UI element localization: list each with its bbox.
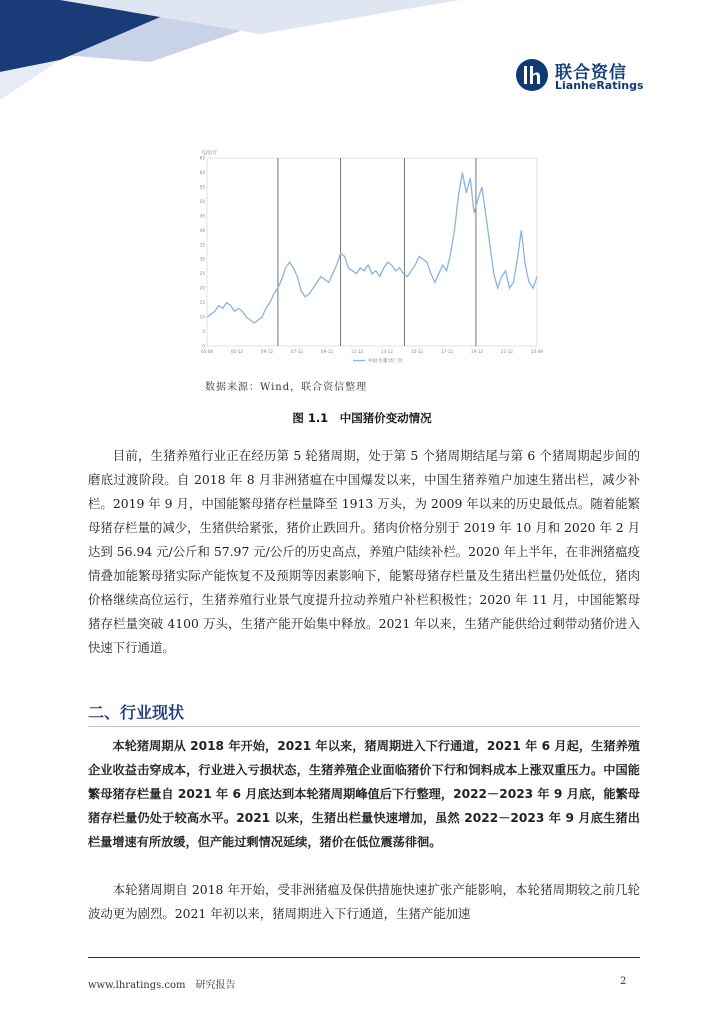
section-underline — [88, 726, 640, 727]
logo-chinese-text: 联合资信 — [555, 63, 627, 83]
footer-site: www.lhratings.com 研究报告 — [88, 980, 236, 991]
y-tick-label: 45 — [199, 213, 205, 219]
x-tick-label: 09-12 — [260, 349, 274, 354]
y-tick-label: 30 — [199, 256, 205, 262]
x-tick-label: 17-12 — [440, 349, 454, 354]
figure-caption: 图 1.1 中国猪价变动情况 — [292, 411, 432, 425]
y-tick-label: 25 — [199, 271, 205, 277]
y-tick-label: 5 — [202, 329, 205, 335]
logo-english-text: LianheRatings — [555, 79, 644, 92]
x-tick-label: 05-08 — [200, 349, 214, 354]
body-paragraph-summary: 本轮猪周期从 2018 年开始，2021 年以来，猪周期进入下行通道，2021 年 6 月起，生猪养殖企业收益击穿成本，行业进入亏损状态，生猪养殖企业面临猪价下行和饲料成本上涨双重压力。中国能繁母猪存栏量自 2021 年 6 月底达到本轮猪周期峰值后下行整理，2022－2023 年 9 月底，能繁母猪存栏量仍处于较高水平。2021 以来，生猪出栏量快速增加，虽然 2022－2023 年 9 月底生猪出栏量增速有所放缓，但产能过剩情况延续，猪价在低位震荡徘徊。 — [88, 739, 640, 849]
x-tick-label: 23-09 — [530, 349, 544, 354]
x-tick-label: 07-12 — [290, 349, 304, 354]
page-number: 2 — [620, 976, 627, 987]
y-tick-label: 10 — [199, 314, 205, 320]
y-tick-label: 65 — [199, 155, 205, 161]
y-tick-label: 35 — [199, 242, 205, 248]
plot-frame — [207, 158, 537, 346]
y-tick-label: 15 — [199, 300, 205, 306]
y-tick-label: 0 — [202, 343, 205, 349]
body-paragraph-1: 目前，生猪养殖行业正在经历第 5 轮猪周期，处于第 5 个猪周期结尾与第 6 个猪周期起步间的磨底过渡阶段。自 2018 年 8 月非洲猪瘟在中国爆发以来，中国生猪养殖户加速生猪出栏，减少补栏。2019 年 9 月，中国能繁母猪存栏量降至 1913 万头，为 2009 年以来的历史最低点。随着能繁母猪存栏量的减少，生猪供给紧张，猪价止跌回升。猪肉价格分别于 2019 年 10 月和 2020 年 2 月达到 56.94 元/公斤和 57.97 元/公斤的历史高点，养殖户陆续补栏。2020 年上半年，在非洲猪瘟疫情叠加能繁母猪实际产能恢复不及预期等因素影响下，能繁母猪存栏量及生猪出栏量仍处低位，猪肉价格继续高位运行，生猪养殖行业景气度提升拉动养殖户补栏积极性；2020 年 11 月，中国能繁母猪存栏量突破 4100 万头，生猪产能开始集中释放。2021 年以来，生猪产能供给过剩带动猪价进入快速下行通道。 — [88, 448, 640, 655]
y-tick-label: 40 — [199, 227, 205, 233]
logo-mark-icon — [515, 58, 549, 92]
y-tick-label: 55 — [199, 184, 205, 190]
legend-label: 中国:生猪:出厂价 — [368, 359, 403, 364]
x-tick-label: 11-12 — [350, 349, 364, 354]
footer-rule — [88, 957, 640, 958]
x-tick-label: 09-12 — [320, 349, 334, 354]
price-series-line — [207, 172, 537, 322]
y-axis-label: 元/公斤 — [201, 150, 218, 156]
x-tick-label: 21-12 — [500, 349, 514, 354]
section-heading: 二、行业现状 — [88, 703, 185, 722]
brand-logo — [515, 58, 665, 98]
body-paragraph-3: 本轮猪周期自 2018 年开始，受非洲猪瘟及保供措施快速扩张产能影响，本轮猪周期较之前几轮波动更为剧烈。2021 年初以来，猪周期进入下行通道，生猪产能加速 — [88, 882, 640, 921]
data-source-note: 数据来源：Wind，联合资信整理 — [205, 382, 368, 393]
x-tick-label: 15-12 — [410, 349, 424, 354]
y-tick-label: 60 — [199, 169, 205, 175]
x-tick-label: 05-12 — [230, 349, 244, 354]
pig-price-line-chart — [195, 148, 545, 370]
x-tick-label: 19-12 — [470, 349, 484, 354]
y-tick-label: 50 — [199, 198, 205, 204]
x-tick-label: 13-12 — [380, 349, 394, 354]
y-tick-label: 20 — [199, 285, 205, 291]
